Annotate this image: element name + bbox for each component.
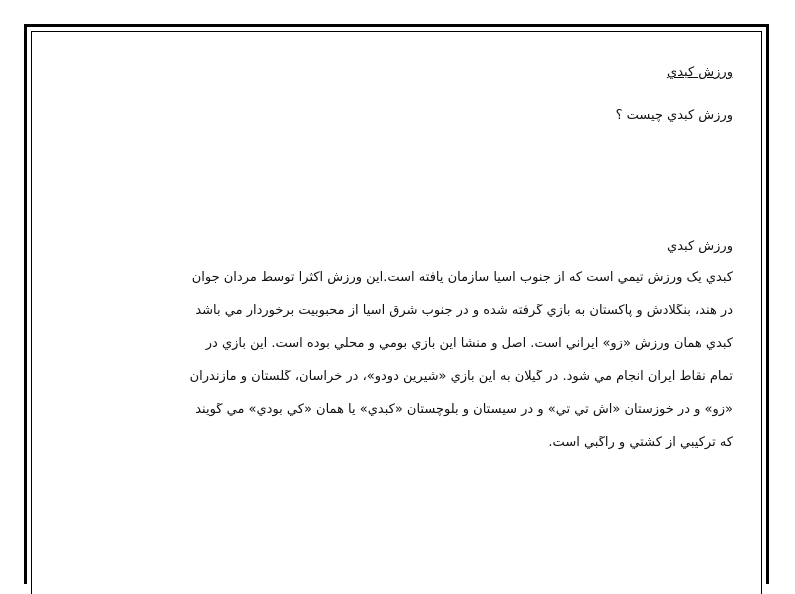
body-paragraph bbox=[60, 271, 733, 469]
document-title: ورزش كبدي bbox=[667, 65, 733, 80]
paragraph-line: تمام نقاط ايران انجام مي شود. در گيلان به اين بازي «شيرين دودو»، در خراسان، گلستان و مازندران bbox=[189, 370, 733, 384]
paragraph-line: «زو» و در خوزستان «اش تي تي» و در سيستان و بلوچستان «كبدي» يا همان «كي بودي» مي گويند bbox=[195, 403, 733, 417]
paragraph-line: در هند، بنگلادش و پاكستان به بازي گرفته شده و در جنوب شرق آسيا از محبوبيت برخوردار مي باشد bbox=[195, 304, 733, 318]
question-text: ورزش كبدي چيست ؟ bbox=[615, 108, 733, 123]
paragraph-line: كبدي همان ورزش «زو» ايراني است. اصل و منشأ اين بازي بومي و محلي بوده است. اين بازي در bbox=[205, 337, 733, 351]
section-heading: ورزش كبدي bbox=[667, 239, 733, 254]
paragraph-line: كه تركيبي از كشتي و راگبي است. bbox=[548, 436, 733, 450]
paragraph-line: كبدي يک ورزش تيمي است که از جنوب آسيا سازمان يافته است.اين ورزش اكثراً توسط مردان جوان bbox=[191, 271, 733, 285]
